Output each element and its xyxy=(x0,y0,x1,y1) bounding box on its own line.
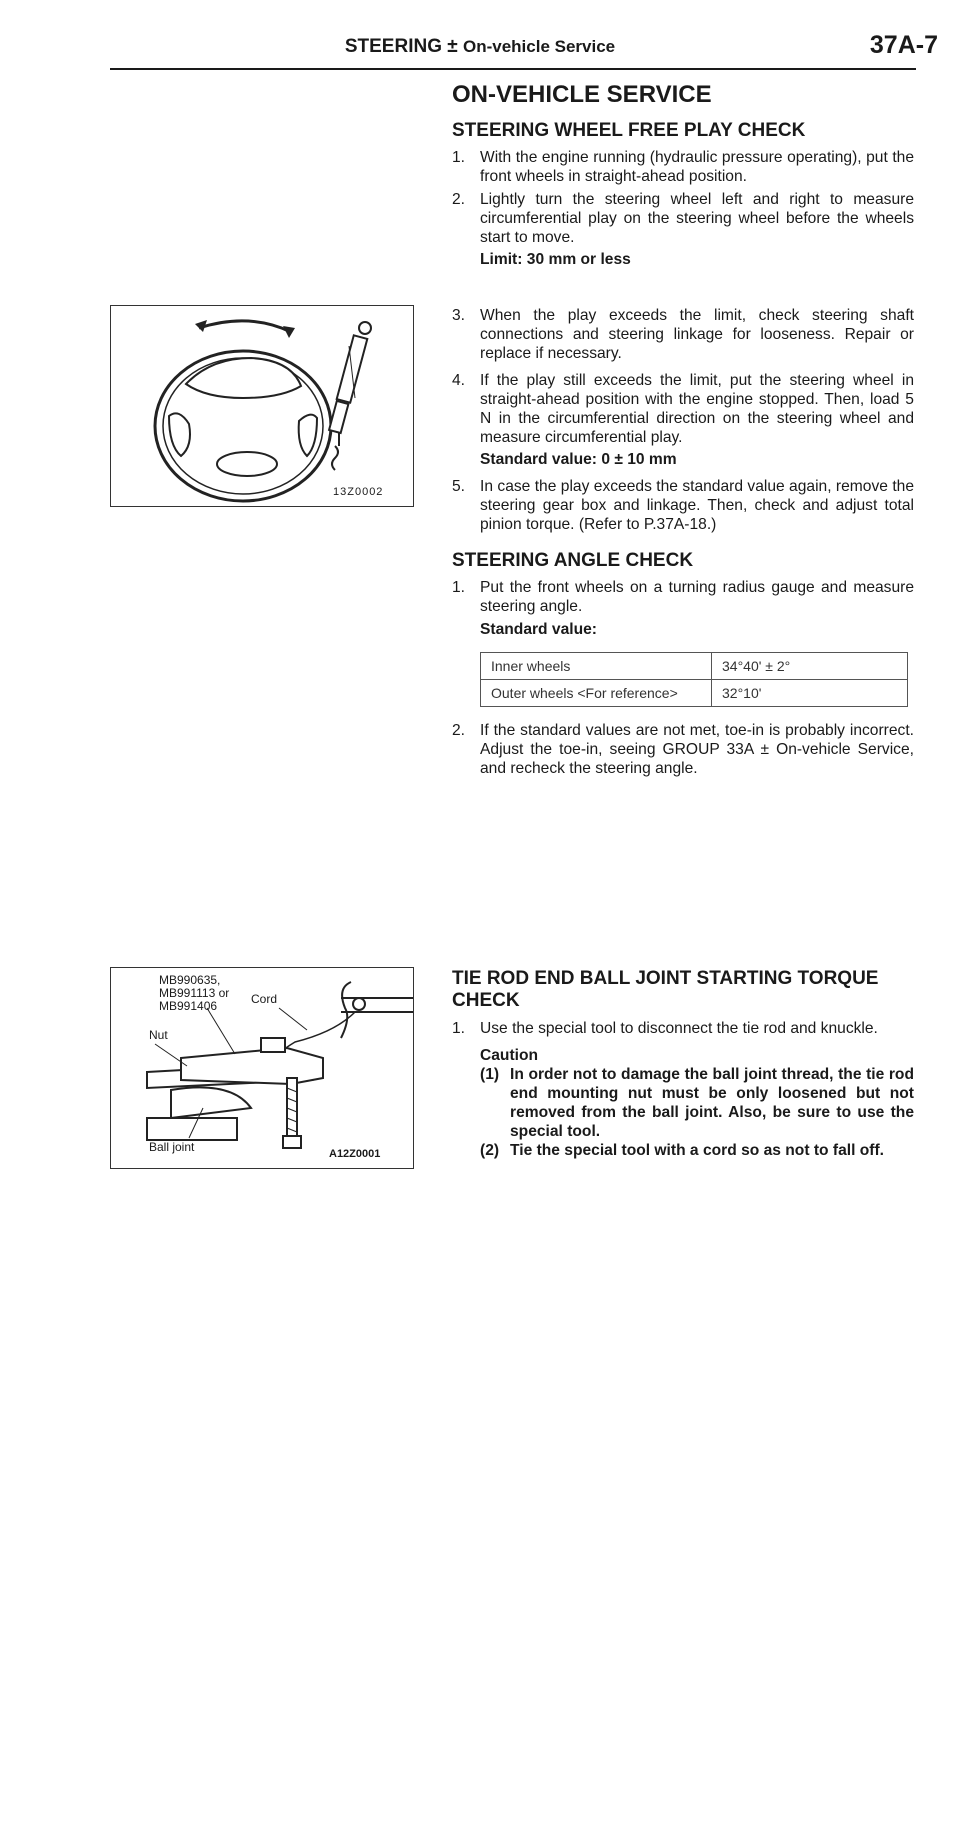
label-ball-joint: Ball joint xyxy=(149,1140,195,1154)
figure-code: A12Z0001 xyxy=(329,1148,381,1160)
header-title-main: STEERING ± xyxy=(344,36,458,57)
steering-wheel-illustration xyxy=(111,306,413,506)
page-code: 37A-7 xyxy=(869,31,938,59)
label-nut: Nut xyxy=(149,1028,168,1042)
free-play-step-2 xyxy=(452,190,914,247)
tie-rod-heading: TIE ROD END BALL JOINT STARTING TORQUE CHECK xyxy=(452,968,879,1011)
section-title: ON-VEHICLE SERVICE xyxy=(452,81,712,108)
header-rule xyxy=(110,68,916,70)
free-play-step-5 xyxy=(452,477,914,534)
step-number: 3. xyxy=(452,307,466,324)
free-play-heading: STEERING WHEEL FREE PLAY CHECK xyxy=(452,120,806,141)
table-row xyxy=(481,653,908,680)
step-text: Use the special tool to disconnect the tie rod and knuckle. xyxy=(480,1020,878,1037)
tool-number: MB991113 or xyxy=(159,986,230,1000)
figure-code: 13Z0002 xyxy=(333,486,384,498)
free-play-limit: Limit: 30 mm or less xyxy=(480,251,631,268)
figure-ball-joint-tool xyxy=(110,967,414,1169)
table-cell-value: 32°10' xyxy=(712,680,908,707)
step-text: Lightly turn the steering wheel left and right to measure circumferential play on the steering wheel before the wheels start to move. xyxy=(480,191,914,246)
step-text: If the standard values are not met, toe-in is probably incorrect. Adjust the toe-in, seeing GROUP 33A ± On-vehicle Service, and recheck the steering angle. xyxy=(480,722,914,777)
tie-rod-step-1 xyxy=(452,1019,914,1038)
step-number: 2. xyxy=(452,722,466,739)
free-play-step-3 xyxy=(452,306,914,363)
step-text: In case the play exceeds the standard value again, remove the steering gear box and linkage. Then, check and adjust total pinion torque. (Refer to P.37A-18.) xyxy=(480,478,914,533)
tool-number: MB991406 xyxy=(159,999,218,1013)
step-number: 1. xyxy=(452,149,466,166)
caution-number: (2) xyxy=(480,1142,500,1159)
angle-standard-label: Standard value: xyxy=(480,621,597,638)
angle-step-2 xyxy=(452,721,914,778)
angle-spec-table xyxy=(480,652,908,707)
step-text: When the play exceeds the limit, check steering shaft connections and steering linkage for looseness. Repair or replace if necessary. xyxy=(480,307,914,362)
label-cord: Cord xyxy=(251,992,278,1006)
caution-title: Caution xyxy=(480,1047,539,1064)
header-title-sub: On-vehicle Service xyxy=(462,37,616,56)
step-text: If the play still exceeds the limit, put the steering wheel in straight-ahead position with the engine stopped. Then, load 5 N in the circumferential direction on the steering wheel and measure circumferential play. xyxy=(480,372,914,446)
step-text: With the engine running (hydraulic pressure operating), put the front wheels in straight-ahead position. xyxy=(480,149,914,185)
step-number: 4. xyxy=(452,372,466,389)
step-text: Put the front wheels on a turning radius gauge and measure steering angle. xyxy=(480,579,914,615)
step-number: 5. xyxy=(452,478,466,495)
page-header-title xyxy=(0,36,960,58)
angle-heading: STEERING ANGLE CHECK xyxy=(452,550,694,571)
caution-text: In order not to damage the ball joint thread, the tie rod end mounting nut must be only loosened but not removed from the ball joint. Also, be sure to use the special tool. xyxy=(510,1066,914,1140)
table-cell-label: Inner wheels xyxy=(481,653,712,680)
free-play-step-4 xyxy=(452,371,914,447)
table-cell-value: 34°40' ± 2° xyxy=(712,653,908,680)
figure-steering-wheel xyxy=(110,305,414,507)
step-number: 1. xyxy=(452,1020,466,1037)
table-cell-label: Outer wheels <For reference> xyxy=(481,680,712,707)
label-tool-numbers xyxy=(159,974,229,1013)
step-number: 2. xyxy=(452,191,466,208)
caution-2 xyxy=(480,1141,914,1160)
step-number: 1. xyxy=(452,579,466,596)
caution-1 xyxy=(480,1065,914,1141)
table-row xyxy=(481,680,908,707)
free-play-standard: Standard value: 0 ± 10 mm xyxy=(480,451,677,468)
tool-number: MB990635, xyxy=(159,973,221,987)
angle-step-1 xyxy=(452,578,914,616)
caution-number: (1) xyxy=(480,1066,500,1083)
caution-text: Tie the special tool with a cord so as not to fall off. xyxy=(510,1142,885,1159)
free-play-step-1 xyxy=(452,148,914,186)
